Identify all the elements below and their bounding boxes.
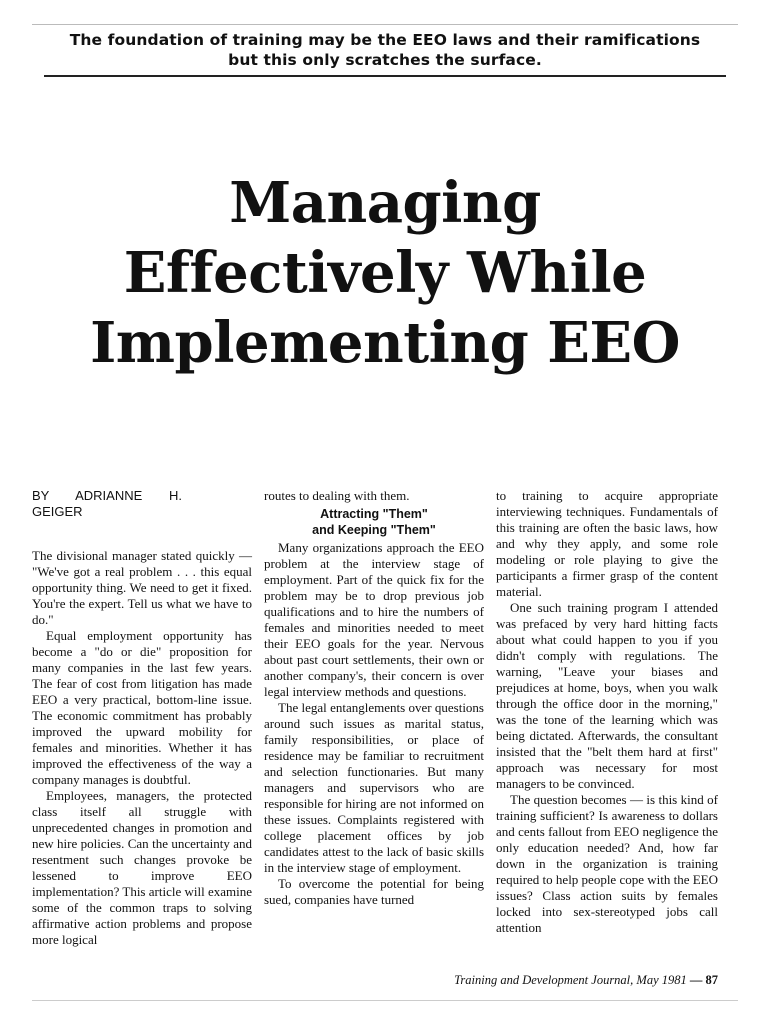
column-1 [32,488,252,948]
paragraph: The question becomes — is this kind of training sufficient? Is awareness to dollars and cents fallout from EEO negligence the only education needed? And, how far down in the organization is training required to help people cope with the EEO issues? Class action suits by females locked into sex-stereotyped jobs call attention [496,792,719,935]
page-number: — 87 [689,973,718,987]
byline: BY ADRIANNE H. GEIGER [32,488,182,519]
deck-rule [44,75,726,77]
paragraph: Employees, managers, the protected class itself all struggle with unprecedented changes in promotion and new hire policies. Can the uncertainty and resentment such changes provoke be lessened to improve EEO implementation? This article will examine some of the common traps to solving affirmative action problems and propose more logical [32,788,252,947]
paragraph: The legal entanglements over questions around such issues as marital status, family responsibilities, or place of residence may be familiar to recruitment and selection functionaries. But many managers and supervisors who are responsible for hiring are not informed on these issues. Complaints registered with college placement offices by job candidates attest to the lack of basic skills in the interview stage of employment. [264,700,484,875]
article-headline [40,168,730,378]
paragraph: Many organizations approach the EEO problem at the interview stage of employment. Part of the quick fix for the problem may be to drop previous job qualifications and to hire the numbers of females and minorities needed to meet their EEO goals for the year. Nervous about past court settlements, their own or another company's, their concern is over legal interview methods and questions. [264,540,484,699]
page-footer [454,973,718,988]
headline-line-3: Implementing EEO [90,310,680,376]
paragraph: One such training program I attended was prefaced by very hard hitting facts about what could happen to you if you didn't comply with regulations. The warning, "Leave your biases and prejudices at home, boys, when you walk through the office door in the morning," was the tone of the learning which was being dictated. Afterwards, the consultant insisted that the "belt them hard at first" approach was necessary for most managers to be convinced. [496,600,718,791]
subhead-line-2: and Keeping "Them" [312,523,436,537]
paragraph: to training to acquire appropriate interviewing techniques. Fundamentals of this training are often the basic laws, how and why they apply, and some role modeling or role playing to give the participants a firmer grasp of the content material. [496,488,718,599]
paragraph: routes to dealing with them. [264,488,410,503]
column-3 [496,488,718,936]
subhead-line-1: Attracting "Them" [320,507,428,521]
top-rule [32,24,738,25]
headline-line-1: Managing [229,170,541,236]
column-2 [264,488,484,908]
paragraph: To overcome the potential for being sued, companies have turned [264,876,484,907]
deck-line-2: but this only scratches the surface. [228,51,542,69]
journal-citation: Training and Development Journal, May 1981 [454,973,687,987]
section-subhead [264,506,484,538]
headline-line-2: Effectively While [123,240,647,306]
deck-text [40,30,730,70]
deck-line-1: The foundation of training may be the EEO laws and their ramifications [69,31,701,49]
paragraph: Equal employment opportunity has become a "do or die" proposition for many companies in the last few years. The fear of cost from litigation has made EEO a very practical, bottom-line issue. The economic commitment has probably improved the upward mobility for females and minorities. Whether it has improved the effectiveness of the way a company manages is doubtful. [32,628,252,787]
bottom-rule [32,1000,738,1001]
paragraph: The divisional manager stated quickly — "We've got a real problem . . . this equal opportunity thing. We need to get it fixed. You're the expert. Tell us what we have to do." [32,548,252,627]
